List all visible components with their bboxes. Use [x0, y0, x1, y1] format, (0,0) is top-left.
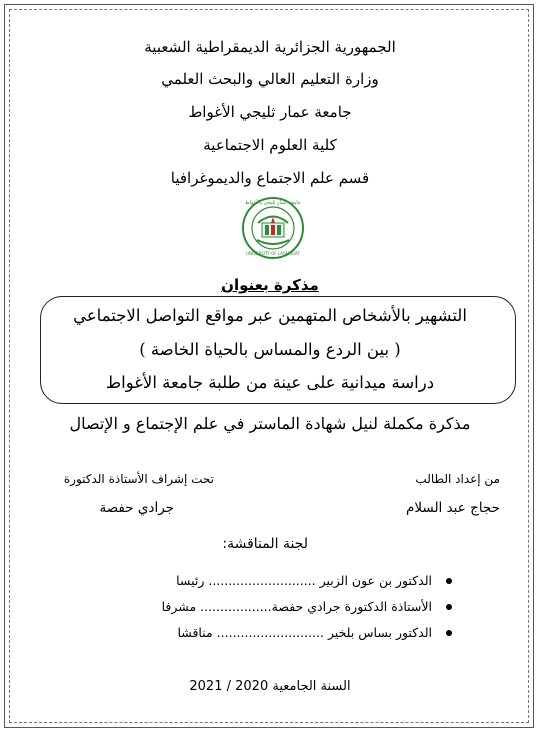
committee-member	[176, 573, 452, 588]
student-label: من إعداد الطالب	[415, 472, 500, 486]
memo-label: مذكرة بعنوان	[221, 276, 319, 294]
thesis-title: التشهير بالأشخاص المتهمين عبر مواقع التواصل الاجتماعي	[73, 306, 467, 325]
academic-year: السنة الجامعية 2020 / 2021	[189, 679, 351, 694]
committee-member	[178, 625, 453, 640]
bullet-icon	[446, 578, 452, 584]
ministry-name: وزارة التعليم العالي والبحث العلمي	[161, 70, 379, 88]
committee-member-text: الدكتور بن عون الزبير ........................... رئيسا	[176, 573, 432, 588]
supervisor-name: جرادي حفصة	[99, 500, 174, 516]
seal-top-text: جامعة عمار ثليجي بالأغواط	[245, 200, 301, 206]
study-description: دراسة ميدانية على عينة من طلبة جامعة الأغواط	[105, 373, 435, 392]
seal-bottom-text: UNIVERSITY OF LAGHOUAT	[246, 251, 300, 256]
bullet-icon	[446, 630, 452, 636]
department-name: قسم علم الاجتماع والديموغرافيا	[170, 169, 370, 187]
bullet-icon	[446, 604, 452, 610]
committee-member	[162, 599, 452, 614]
faculty-name: كلية العلوم الاجتماعية	[203, 136, 337, 154]
committee-member-text: الأستاذة الدكتورة جرادي حفصة.................. مشرفا	[161, 599, 432, 614]
degree-note: مذكرة مكملة لنيل شهادة الماستر في علم الإجتماع و الإتصال	[69, 414, 471, 433]
supervisor-label: تحت إشراف الأستاذة الدكتورة	[63, 472, 214, 486]
committee-title: لجنة المناقشة:	[222, 536, 308, 552]
university-name: جامعة عمار ثليجي الأغواط	[188, 103, 352, 121]
republic-name: الجمهورية الجزائرية الديمقراطية الشعبية	[144, 38, 396, 56]
committee-member-text: الدكتور بساس بلخير ........................... مناقشا	[177, 625, 432, 640]
university-seal-icon	[237, 196, 309, 260]
student-name: حجاج عبد السلام	[405, 500, 500, 516]
thesis-subtitle: ( بين الردع والمساس بالحياة الخاصة )	[139, 340, 401, 359]
